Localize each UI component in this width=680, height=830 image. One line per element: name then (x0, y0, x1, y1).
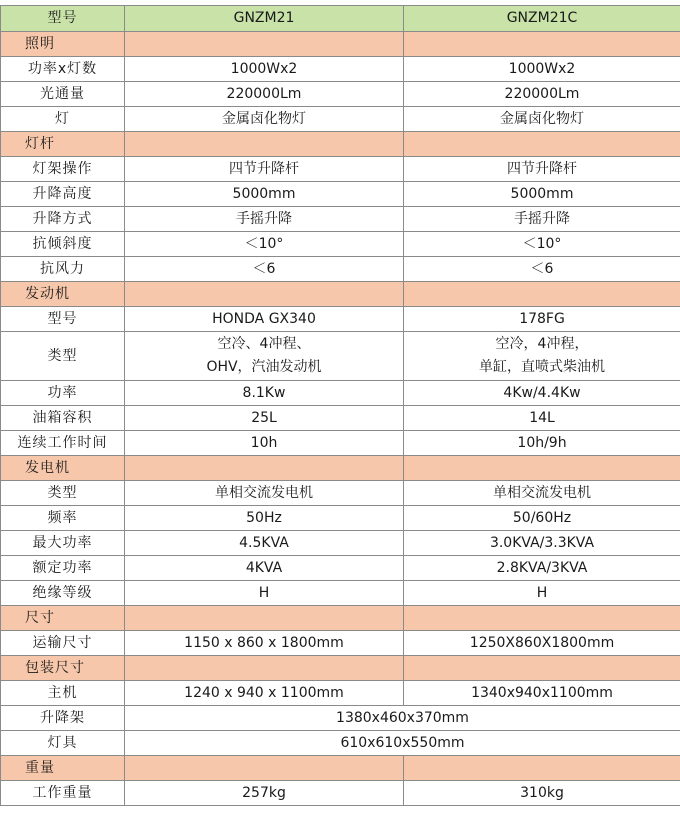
row-label: 灯 (1, 107, 125, 132)
row-value-gnzm21: ＜10° (125, 232, 404, 257)
row-value-gnzm21c: 220000Lm (404, 82, 680, 107)
spec-row (1, 631, 680, 656)
header-gnzm21c: GNZM21C (404, 6, 680, 32)
row-value-gnzm21c: 1250X860X1800mm (404, 631, 680, 656)
row-label: 最大功率 (1, 531, 125, 556)
value-line: 单缸，直喷式柴油机 (406, 359, 678, 376)
spec-table (0, 5, 680, 806)
spec-row (1, 781, 680, 806)
row-value-gnzm21c: 1340x940x1100mm (404, 681, 680, 706)
section-fill-2 (404, 656, 680, 681)
row-label: 连续工作时间 (1, 431, 125, 456)
section-label: 灯杆 (1, 132, 125, 157)
row-value-gnzm21c: 14L (404, 406, 680, 431)
row-value-gnzm21: 金属卤化物灯 (125, 107, 404, 132)
spec-row (1, 332, 680, 381)
value-line: 空冷，4冲程， (406, 336, 678, 353)
row-value-gnzm21c: 2.8KVA/3KVA (404, 556, 680, 581)
spec-row (1, 232, 680, 257)
row-value-gnzm21: 25L (125, 406, 404, 431)
section-row (1, 132, 680, 157)
row-value-gnzm21c: 单相交流发电机 (404, 481, 680, 506)
spec-row (1, 731, 680, 756)
section-fill-2 (404, 32, 680, 57)
section-fill-1 (125, 282, 404, 307)
row-value-gnzm21c: 4Kw/4.4Kw (404, 381, 680, 406)
row-value-gnzm21: 四节升降杆 (125, 157, 404, 182)
row-value-gnzm21c: 50/60Hz (404, 506, 680, 531)
row-label: 功率 (1, 381, 125, 406)
spec-row (1, 506, 680, 531)
row-value-shared: 610x610x550mm (125, 731, 680, 756)
spec-row (1, 157, 680, 182)
row-value-gnzm21c: 310kg (404, 781, 680, 806)
spec-row (1, 57, 680, 82)
row-label: 类型 (1, 481, 125, 506)
spec-row (1, 257, 680, 282)
row-value-gnzm21c: 178FG (404, 307, 680, 332)
section-fill-2 (404, 756, 680, 781)
value-line: OHV，汽油发动机 (127, 359, 401, 376)
row-value-gnzm21c: 四节升降杆 (404, 157, 680, 182)
section-label: 发电机 (1, 456, 125, 481)
header-row (1, 6, 680, 32)
row-value-gnzm21: H (125, 581, 404, 606)
row-label: 绝缘等级 (1, 581, 125, 606)
spec-row (1, 406, 680, 431)
section-row (1, 606, 680, 631)
row-value-gnzm21: 1000Wx2 (125, 57, 404, 82)
section-row (1, 656, 680, 681)
spec-row (1, 307, 680, 332)
section-fill-2 (404, 282, 680, 307)
row-label: 抗风力 (1, 257, 125, 282)
row-value-gnzm21: 1240 x 940 x 1100mm (125, 681, 404, 706)
spec-row (1, 556, 680, 581)
value-line: 空冷、4冲程、 (127, 336, 401, 353)
spec-row (1, 681, 680, 706)
row-label: 抗倾斜度 (1, 232, 125, 257)
row-label: 光通量 (1, 82, 125, 107)
section-label: 尺寸 (1, 606, 125, 631)
row-label: 工作重量 (1, 781, 125, 806)
row-value-gnzm21c: 1000Wx2 (404, 57, 680, 82)
row-value-gnzm21: 4KVA (125, 556, 404, 581)
row-label: 功率x灯数 (1, 57, 125, 82)
section-fill-1 (125, 606, 404, 631)
row-value-gnzm21: 单相交流发电机 (125, 481, 404, 506)
row-value-gnzm21c (404, 332, 680, 381)
row-label: 频率 (1, 506, 125, 531)
row-value-gnzm21: ＜6 (125, 257, 404, 282)
spec-row (1, 381, 680, 406)
row-label: 升降架 (1, 706, 125, 731)
section-label: 包装尺寸 (1, 656, 125, 681)
row-value-gnzm21: 50Hz (125, 506, 404, 531)
row-value-gnzm21c: 10h/9h (404, 431, 680, 456)
section-row (1, 282, 680, 307)
section-fill-1 (125, 456, 404, 481)
row-label: 主机 (1, 681, 125, 706)
row-value-gnzm21: 10h (125, 431, 404, 456)
row-value-gnzm21: 8.1Kw (125, 381, 404, 406)
spec-row (1, 706, 680, 731)
section-row (1, 32, 680, 57)
section-fill-1 (125, 132, 404, 157)
row-label: 型号 (1, 307, 125, 332)
spec-row (1, 531, 680, 556)
section-row (1, 756, 680, 781)
spec-row (1, 182, 680, 207)
row-value-shared: 1380x460x370mm (125, 706, 680, 731)
row-label: 升降方式 (1, 207, 125, 232)
row-value-gnzm21c: H (404, 581, 680, 606)
row-value-gnzm21: HONDA GX340 (125, 307, 404, 332)
row-label: 类型 (1, 332, 125, 381)
row-value-gnzm21c: 手摇升降 (404, 207, 680, 232)
row-value-gnzm21: 手摇升降 (125, 207, 404, 232)
section-label: 重量 (1, 756, 125, 781)
section-fill-2 (404, 606, 680, 631)
row-label: 油箱容积 (1, 406, 125, 431)
spec-row (1, 481, 680, 506)
row-value-gnzm21: 1150 x 860 x 1800mm (125, 631, 404, 656)
section-fill-1 (125, 756, 404, 781)
row-value-gnzm21: 4.5KVA (125, 531, 404, 556)
section-fill-2 (404, 456, 680, 481)
row-value-gnzm21c: ＜10° (404, 232, 680, 257)
section-label: 发动机 (1, 282, 125, 307)
row-value-gnzm21: 257kg (125, 781, 404, 806)
section-fill-1 (125, 656, 404, 681)
row-label: 额定功率 (1, 556, 125, 581)
spec-row (1, 82, 680, 107)
row-value-gnzm21: 220000Lm (125, 82, 404, 107)
section-row (1, 456, 680, 481)
row-value-gnzm21c: 5000mm (404, 182, 680, 207)
row-value-gnzm21 (125, 332, 404, 381)
row-value-gnzm21c: 3.0KVA/3.3KVA (404, 531, 680, 556)
row-label: 灯架操作 (1, 157, 125, 182)
row-label: 运输尺寸 (1, 631, 125, 656)
spec-row (1, 107, 680, 132)
row-value-gnzm21: 5000mm (125, 182, 404, 207)
spec-row (1, 581, 680, 606)
section-label: 照明 (1, 32, 125, 57)
spec-row (1, 431, 680, 456)
spec-row (1, 207, 680, 232)
row-value-gnzm21c: ＜6 (404, 257, 680, 282)
header-gnzm21: GNZM21 (125, 6, 404, 32)
section-fill-1 (125, 32, 404, 57)
section-fill-2 (404, 132, 680, 157)
header-model-label: 型号 (1, 6, 125, 32)
row-label: 灯具 (1, 731, 125, 756)
row-value-gnzm21c: 金属卤化物灯 (404, 107, 680, 132)
row-label: 升降高度 (1, 182, 125, 207)
spec-body (1, 32, 680, 806)
